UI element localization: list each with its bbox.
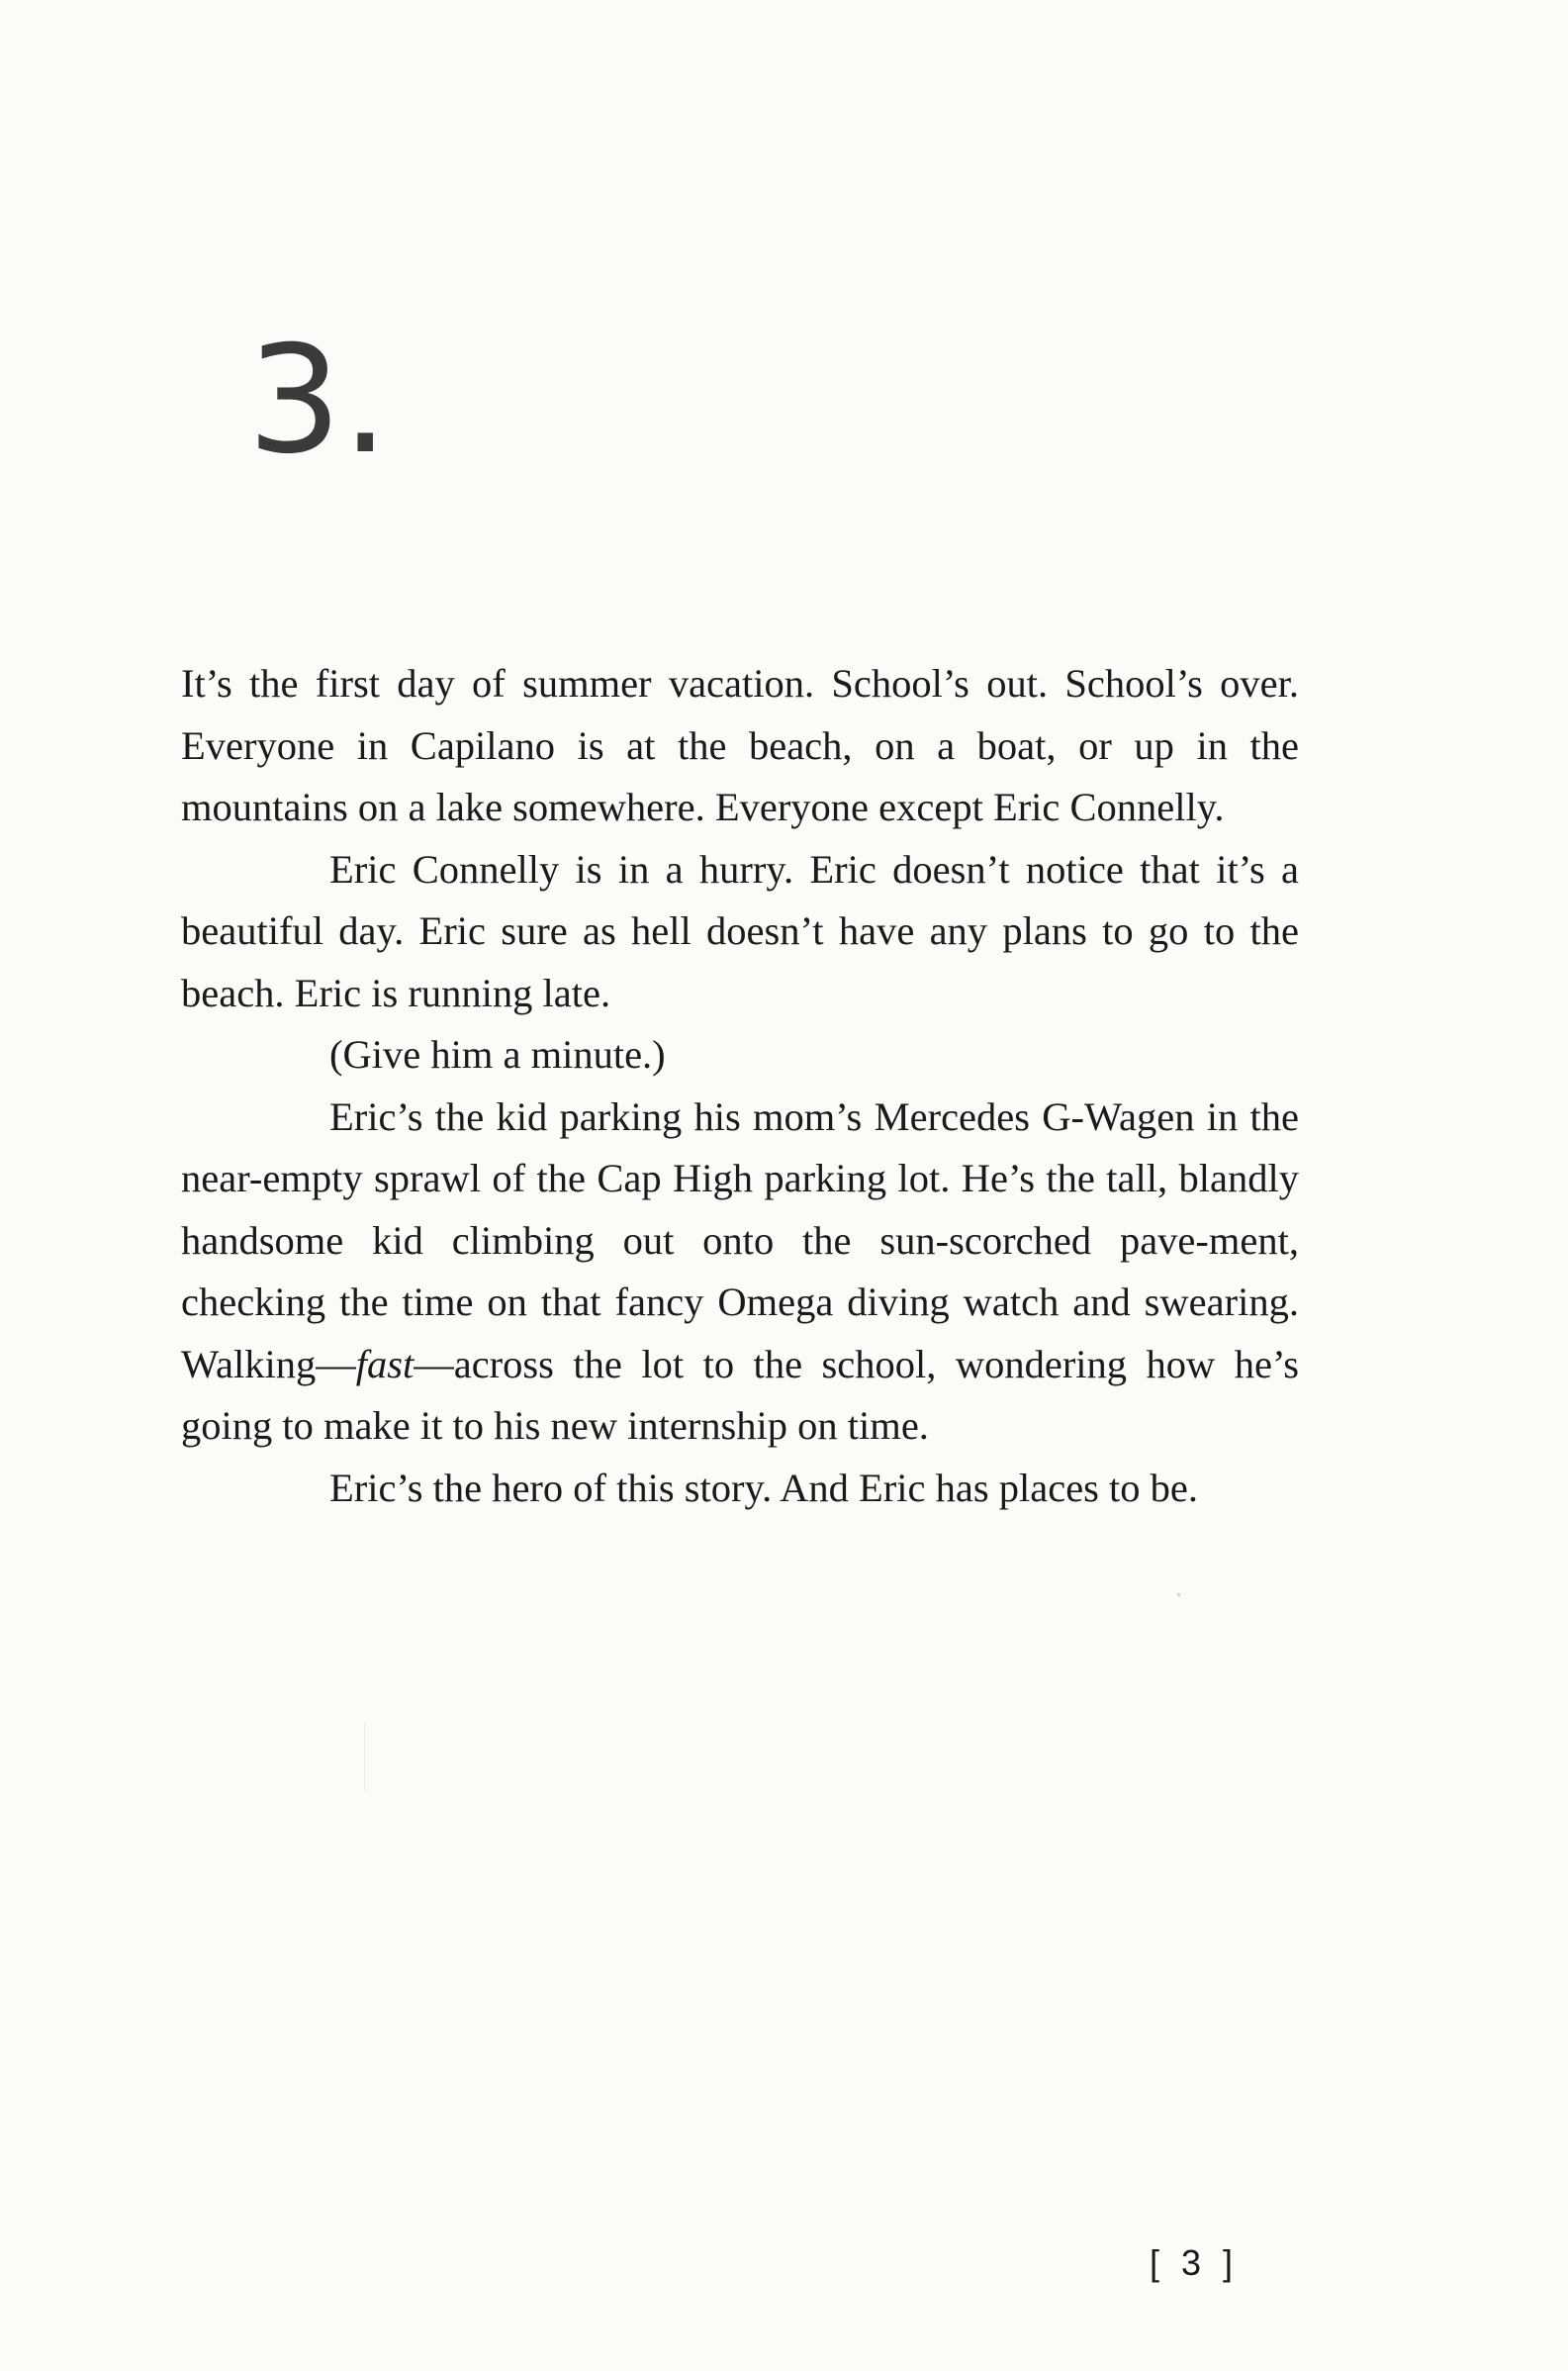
- scan-speck: [364, 1722, 365, 1791]
- paragraph-text: —across the lot to the school, wondering how he’s going to make it to his new internship on time.: [181, 1341, 1299, 1448]
- scan-speck: [1177, 1593, 1180, 1596]
- chapter-number: 3.: [247, 315, 390, 487]
- paragraph-text: Eric’s the kid parking his mom’s Mercedes G-Wagen in the near-empty sprawl of the Cap High parking lot. He’s the tall, blandly handsome kid climbing out onto the sun-scorched pave-ment, checking the time on that fancy Omega diving watch and swearing. Walking—: [181, 1093, 1299, 1386]
- page-number: [ 3 ]: [1150, 2242, 1240, 2283]
- paragraph: [181, 1087, 1299, 1458]
- emphasized-word: fast: [355, 1341, 415, 1386]
- paragraph: Eric Connelly is in a hurry. Eric doesn’t notice that it’s a beautiful day. Eric sure as hell doesn’t have any plans to go to the beach. Eric is running late.: [181, 846, 1299, 1015]
- paragraph: (Give him a minute.): [329, 1032, 666, 1077]
- paragraph: Eric’s the hero of this story. And Eric has places to be.: [329, 1465, 1199, 1510]
- chapter-body: [181, 653, 1299, 1519]
- paragraph: It’s the first day of summer vacation. School’s out. School’s over. Everyone in Capilano is at the beach, on a boat, or up in the mountains on a lake somewhere. Everyone except Eric Connelly.: [181, 661, 1299, 829]
